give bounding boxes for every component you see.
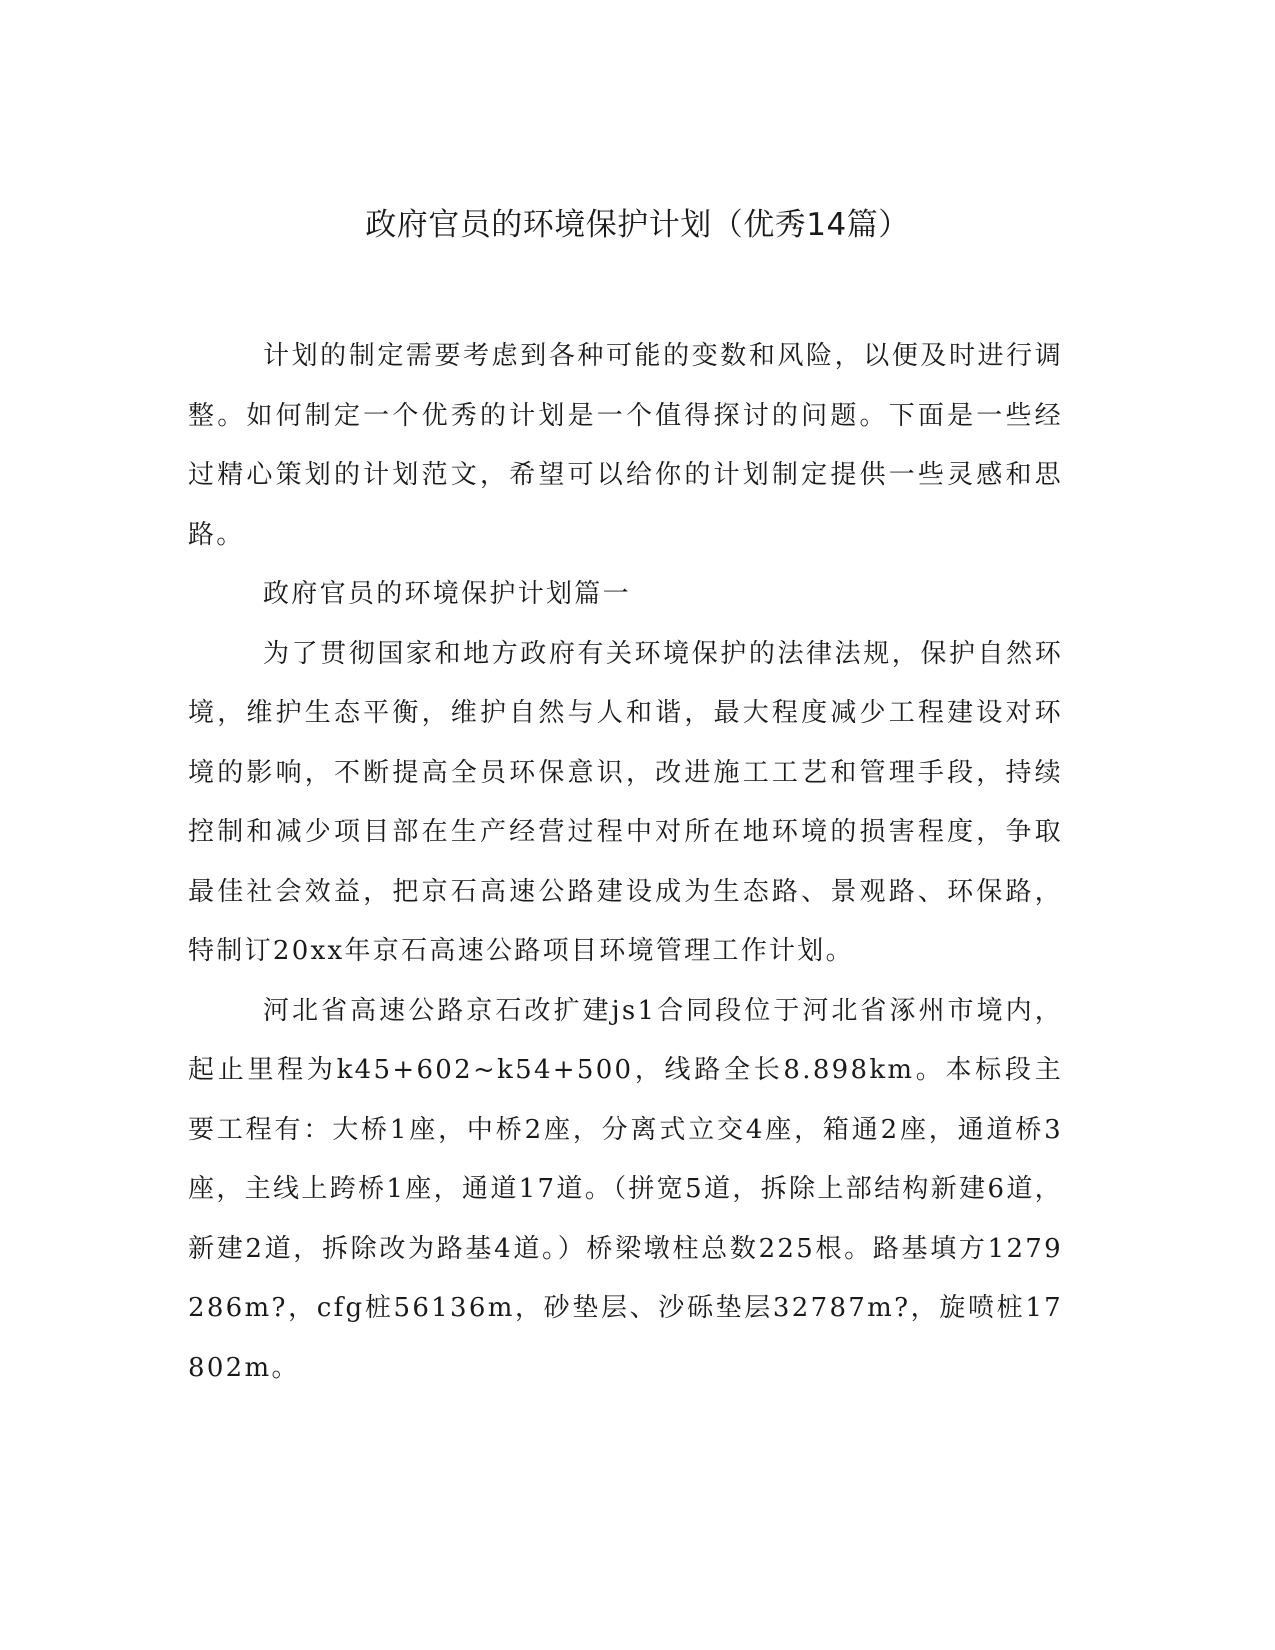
- section-heading: 政府官员的环境保护计划篇一: [263, 579, 631, 609]
- document-body: [188, 327, 1063, 1398]
- intro-paragraph: 计划的制定需要考虑到各种可能的变数和风险，以便及时进行调整。如何制定一个优秀的计划是一个值得探讨的问题。下面是一些经过精心策划的计划范文，希望可以给你的计划制定提供一些灵感和思路。: [188, 341, 1063, 550]
- body-paragraph: 为了贯彻国家和地方政府有关环境保护的法律法规，保护自然环境，维护生态平衡，维护自然与人和谐，最大程度减少工程建设对环境的影响，不断提高全员环保意识，改进施工工艺和管理手段，持续控制和减少项目部在生产经营过程中对所在地环境的损害程度，争取最佳社会效益，把京石高速公路建设成为生态路、景观路、环保路，特制订20xx年京石高速公路项目环境管理工作计划。: [188, 638, 1063, 966]
- body-paragraph: 河北省高速公路京石改扩建js1合同段位于河北省涿州市境内，起止里程为k45+602~k54+500，线路全长8.898km。本标段主要工程有：大桥1座，中桥2座，分离式立交4座，箱通2座，通道桥3座，主线上跨桥1座，通道17道。（拼宽5道，拆除上部结构新建6道，新建2道，拆除改为路基4道。）桥梁墩柱总数225根。路基填方1279286m?，cfg桩56136m，砂垫层、沙砾垫层32787m?，旋喷桩17802m。: [188, 995, 1063, 1383]
- document-title: 政府官员的环境保护计划（优秀14篇）: [365, 207, 910, 243]
